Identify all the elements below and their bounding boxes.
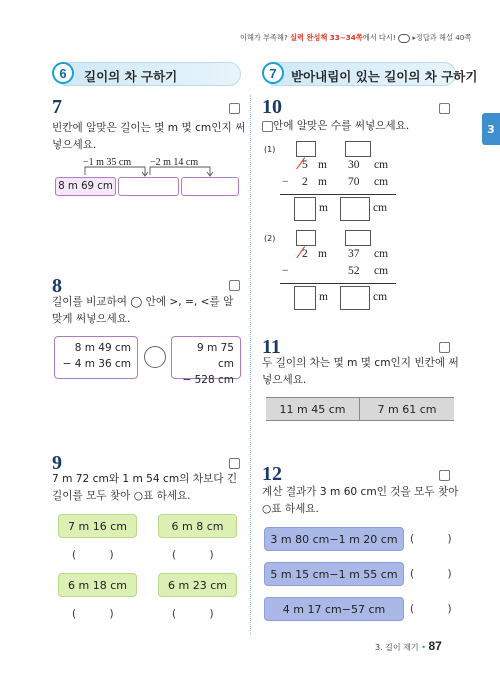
section-number-6 [52,62,74,84]
q12-option-2[interactable] [264,562,404,586]
q10-p2-m-unit: m [318,248,327,260]
section-number-text: 7 [269,65,277,81]
q10-p1-cm-unit: cm [374,159,389,171]
question-11-text [262,355,459,389]
section-number-text: 6 [59,65,67,81]
q9-option-4[interactable] [158,573,237,597]
section-number-7 [262,62,284,84]
q8-line2: 맞게 써넣으세요. [52,313,131,325]
q12-line1: 계산 결과가 3 m 60 cm인 것을 모두 찾아 [262,486,459,498]
q7-answer-box-1[interactable] [118,177,179,196]
q11-line1: 두 길이의 차는 몇 m 몇 cm인지 빈칸에 써 [262,357,459,369]
q10-p2-borrow-cm[interactable] [345,230,371,246]
q10-p1-answer-m-unit: m [319,202,328,214]
q7-operator-1: −1 m 35 cm [83,157,132,168]
q7-arrow-1 [85,167,145,175]
q7-start-box [55,177,116,196]
q10-p1-answer-m[interactable] [294,197,316,221]
q8-line1: 길이를 비교하여 ◯ 안에 >, =, <를 알 [52,296,234,308]
q9-option-1-text: 7 m 16 cm [68,519,127,533]
q8-right-line1: 9 m 75 cm [197,342,234,370]
column-divider [250,95,251,635]
q11-table [266,397,454,441]
q10-p2-row2 [282,265,394,281]
arrow-icon: ▸ [412,33,416,42]
question-8-text [52,294,233,328]
chapter-tab-label: 3 [487,122,495,136]
q10-p2-m-value: 2 [302,248,308,260]
answer-link[interactable]: 정답과 해설 40쪽 [415,33,472,42]
q12-answer-2[interactable]: ( ) [410,568,452,580]
q10-instruction: 안에 알맞은 수를 써넣으세요. [273,120,410,132]
question-12-checkbox[interactable] [439,470,450,481]
footer-chapter: 3. 길이 재기 [375,643,419,652]
q12-option-3-text: 4 m 17 cm−57 cm [282,602,386,616]
section-title-7: 받아내림이 있는 길이의 차 구하기 [291,69,478,84]
question-8-number: 8 [52,275,62,297]
hint-lead: 이해가 부족해? [240,33,288,42]
q11-line2: 넣으세요. [262,374,307,386]
q10-part1-label: (1) [264,145,276,154]
q10-p1-answer-cm-unit: cm [373,202,388,214]
question-7-checkbox[interactable] [229,103,240,114]
q10-p2-answer-cm[interactable] [340,286,370,310]
q12-option-2-text: 5 m 15 cm−1 m 55 cm [270,567,398,581]
q10-p1-rule [280,194,396,195]
q7-start-value: 8 m 69 cm [58,181,113,192]
q10-p2-cm-unit: cm [374,248,389,260]
review-hint [240,33,471,43]
question-9-number: 9 [52,452,62,474]
q10-p2-cm-value: 37 [348,248,360,260]
q11-cell-1-text: 11 m 45 cm [279,402,346,416]
hint-tail: 에서 다시! [362,33,396,42]
q12-option-1-text: 3 m 80 cm−1 m 20 cm [270,532,398,546]
q8-right-expression [171,336,241,386]
q10-p1-answer-cm[interactable] [340,197,370,221]
q10-p1-sub-m-unit: m [318,176,327,188]
q12-option-3[interactable] [264,597,404,621]
question-9-checkbox[interactable] [229,458,240,469]
section-title-6: 길이의 차 구하기 [84,69,178,84]
q8-compare-circle[interactable] [144,346,166,368]
q8-right-line2: − 528 cm [182,374,234,386]
character-icon [398,34,410,43]
q10-p1-sub-cm-value: 70 [348,176,360,188]
q10-part2-label: (2) [264,234,276,243]
q9-line1: 7 m 72 cm와 1 m 54 cm의 차보다 긴 [52,473,238,485]
question-10-number: 10 [262,96,282,118]
q10-p1-sub-m-value: 2 [302,176,308,188]
q8-left-line2: − 4 m 36 cm [62,358,131,370]
q10-p2-borrow-m[interactable] [296,230,316,246]
q10-p1-borrow-cm[interactable] [345,141,371,157]
q7-line1: 빈칸에 알맞은 길이는 몇 m 몇 cm인지 써 [52,122,246,134]
q12-answer-3[interactable]: ( ) [410,603,452,615]
q7-line2: 넣으세요. [52,139,97,151]
hint-book: 실력 완성책 33~34쪽 [290,33,363,42]
q9-option-4-text: 6 m 23 cm [168,578,227,592]
chapter-tab[interactable] [482,113,500,145]
q7-operator-2: −2 m 14 cm [150,157,199,168]
q11-answer-cell[interactable] [266,420,454,441]
q10-p2-answer-m[interactable] [294,286,316,310]
q10-p2-slash [296,246,315,265]
q11-cell-2 [360,398,454,420]
question-11-number: 11 [262,336,281,358]
q12-answer-1[interactable]: ( ) [410,533,452,545]
page-footer [375,639,442,653]
q9-line2: 길이를 모두 찾아 ○표 하세요. [52,490,191,502]
q10-p1-row1 [296,159,394,175]
q12-option-1[interactable] [264,527,404,551]
q10-p2-sub-cm-unit: cm [374,265,389,277]
q11-cell-1 [266,398,360,420]
question-10-checkbox[interactable] [439,103,450,114]
question-10-text [262,118,409,135]
question-9-text [52,471,237,505]
q10-p2-row1 [296,248,394,264]
q8-left-line1: 8 m 49 cm [74,342,131,354]
q9-option-1[interactable] [58,514,137,538]
question-12-text [262,484,458,518]
q10-p1-row2 [282,176,394,192]
q9-answer-2[interactable]: ( ) [172,549,214,561]
question-7-number: 7 [52,96,62,118]
q12-line2: ○표 하세요. [262,503,319,515]
q10-p1-m-value: 5 [302,159,308,171]
question-7-text [52,120,245,154]
q10-p1-m-unit: m [318,159,327,171]
q9-option-2[interactable] [158,514,237,538]
q10-p2-sub-cm-value: 52 [348,265,360,277]
q11-cell-2-text: 7 m 61 cm [377,402,437,416]
q10-p1-borrow-m[interactable] [296,141,316,157]
page-number: 87 [428,639,442,653]
q9-answer-3[interactable]: ( ) [72,608,114,620]
question-11-checkbox[interactable] [439,342,450,353]
q10-p1-sub-cm-unit: cm [374,176,389,188]
q9-option-3[interactable] [58,573,137,597]
q7-answer-box-2[interactable] [181,177,239,196]
question-8-checkbox[interactable] [229,280,240,291]
q10-p1-minus: − [282,176,289,188]
question-12-number: 12 [262,463,282,485]
q9-option-3-text: 6 m 18 cm [68,578,127,592]
q9-option-2-text: 6 m 8 cm [171,519,224,533]
q10-p1-slash [296,157,315,176]
q9-answer-4[interactable]: ( ) [172,608,214,620]
q10-p2-answer-cm-unit: cm [373,291,388,303]
q10-p1-cm-value: 30 [348,159,360,171]
q10-p2-minus: − [282,265,289,277]
q9-answer-1[interactable]: ( ) [72,549,114,561]
q8-left-expression [54,336,138,379]
q10-p2-answer-m-unit: m [319,291,328,303]
footer-bullet: • [421,643,426,652]
blank-square-icon [262,121,273,132]
q10-p2-rule [280,283,396,284]
q7-arrow-2 [150,167,210,175]
